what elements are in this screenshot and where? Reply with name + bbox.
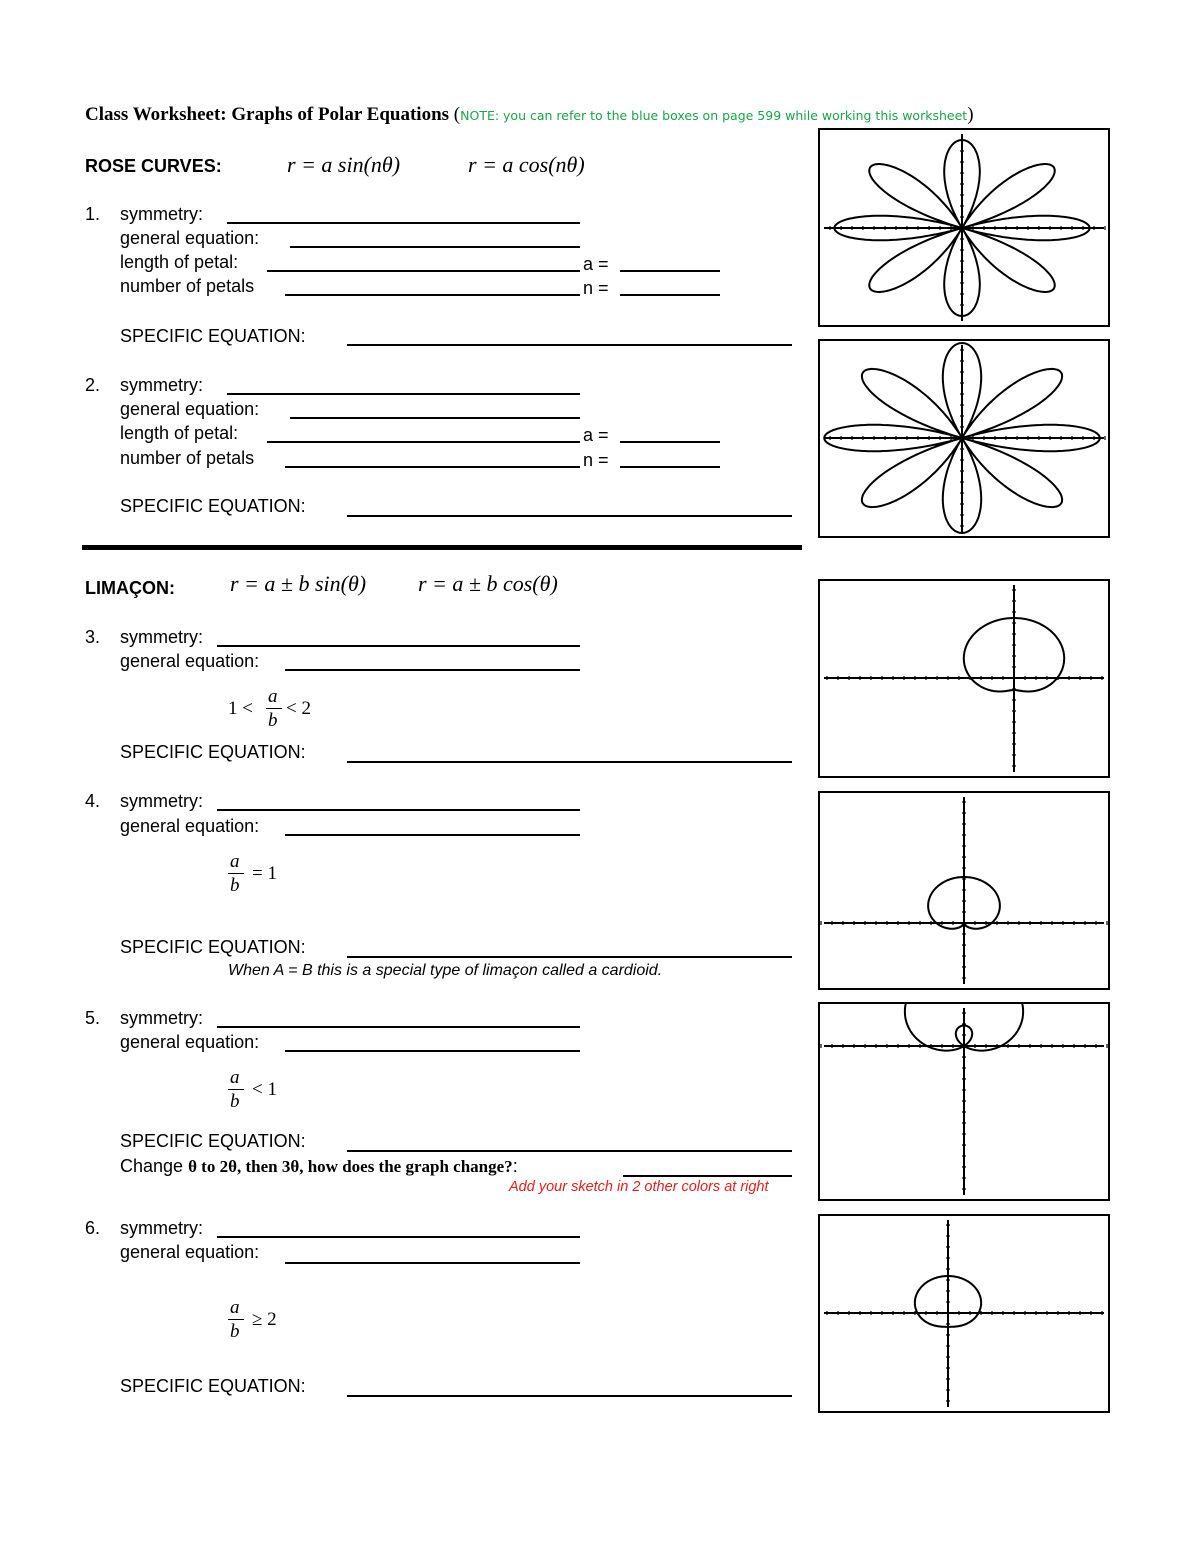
a-equals-label: a =: [583, 254, 609, 274]
change-theta-question: [120, 1156, 518, 1177]
general-equation-answer-line[interactable]: [285, 834, 580, 836]
a-equals-label: a =: [583, 425, 609, 445]
specific-equation-label: SPECIFIC EQUATION:: [120, 1131, 306, 1151]
fraction-bar: [228, 1319, 244, 1320]
fraction-denominator: b: [268, 710, 278, 731]
cardioid-note: When A = B this is a special type of limaçon called a cardioid.: [228, 962, 663, 979]
symmetry-label: symmetry:: [120, 204, 203, 224]
graph-cardioid-plot: [820, 793, 1108, 988]
fraction-bar: [228, 1089, 244, 1090]
n-answer-line[interactable]: [620, 294, 720, 296]
condition-3-fraction: [268, 686, 338, 736]
rose-formula-sin: [287, 152, 400, 178]
condition-3-left: 1 <: [228, 698, 253, 719]
condition-6-right: ≥ 2: [252, 1309, 277, 1330]
change-suffix: :: [512, 1156, 518, 1176]
general-equation-answer-line[interactable]: [285, 669, 580, 671]
symmetry-label: symmetry:: [120, 627, 203, 647]
graph-limacon-convex: [818, 1214, 1110, 1413]
rose-formula-sin-r: r: [287, 152, 296, 177]
graph-limacon-convex-plot: [820, 1216, 1108, 1411]
limacon-formula-sin: r = a ± b sin(θ): [230, 571, 367, 596]
symmetry-label: symmetry:: [120, 375, 203, 395]
rose-formula-cos-r: r: [468, 152, 477, 177]
graph-rose-8-petal-cos: [818, 339, 1110, 538]
symmetry-label: symmetry:: [120, 1008, 203, 1028]
symmetry-label: symmetry:: [120, 1218, 203, 1238]
number-of-petals-answer-line[interactable]: [285, 466, 580, 468]
symmetry-answer-line[interactable]: [217, 809, 580, 811]
fraction-numerator: a: [268, 686, 278, 707]
note-open-paren: (: [453, 104, 461, 125]
specific-equation-answer-line[interactable]: [347, 1150, 792, 1152]
length-of-petal-label: length of petal:: [120, 252, 239, 272]
worksheet-title: [85, 104, 974, 126]
general-equation-label: general equation:: [120, 816, 260, 836]
general-equation-answer-line[interactable]: [285, 1050, 580, 1052]
specific-equation-answer-line[interactable]: [347, 956, 792, 958]
graph-limacon-dimpled-plot: [820, 581, 1108, 776]
specific-equation-label: SPECIFIC EQUATION:: [120, 937, 306, 957]
symmetry-answer-line[interactable]: [217, 645, 580, 647]
problem-number-4: 4.: [85, 791, 101, 811]
number-of-petals-label: number of petals: [120, 448, 255, 468]
n-equals-label: n =: [583, 450, 609, 470]
condition-5-right: < 1: [252, 1079, 277, 1100]
general-equation-label: general equation:: [120, 399, 260, 419]
sketch-instruction: Add your sketch in 2 other colors at right: [509, 1179, 769, 1195]
fraction-denominator: b: [230, 1091, 240, 1112]
symmetry-answer-line[interactable]: [227, 393, 580, 395]
length-of-petal-answer-line[interactable]: [267, 441, 580, 443]
rose-formula-sin-rest: = a sin(nθ): [295, 152, 401, 177]
number-of-petals-answer-line[interactable]: [285, 294, 580, 296]
symmetry-label: symmetry:: [120, 791, 203, 811]
general-equation-answer-line[interactable]: [290, 417, 580, 419]
symmetry-answer-line[interactable]: [217, 1026, 580, 1028]
specific-equation-answer-line[interactable]: [347, 515, 792, 517]
rose-formula-cos-rest: = a cos(nθ): [476, 152, 585, 177]
graph-rose-8-petal-cos-plot: [820, 341, 1108, 536]
limacon-label: LIMAÇON:: [85, 578, 175, 598]
change-answer-line[interactable]: [623, 1175, 792, 1177]
symmetry-answer-line[interactable]: [217, 1236, 580, 1238]
general-equation-label: general equation:: [120, 651, 260, 671]
problem-number-1: 1.: [85, 204, 101, 224]
problem-number-5: 5.: [85, 1008, 101, 1028]
graph-rose-8-petal-sin-plot: [820, 130, 1108, 325]
condition-3-right: < 2: [286, 698, 311, 719]
fraction-numerator: a: [230, 851, 240, 872]
specific-equation-answer-line[interactable]: [347, 344, 792, 346]
problem-number-3: 3.: [85, 627, 101, 647]
page-note: NOTE: you can refer to the blue boxes on page 599 while working this worksheet: [460, 108, 968, 123]
general-equation-answer-line[interactable]: [285, 1262, 580, 1264]
fraction-numerator: a: [230, 1067, 240, 1088]
graph-limacon-inner-loop: [818, 1002, 1110, 1201]
number-of-petals-label: number of petals: [120, 276, 255, 296]
n-equals-label: n =: [583, 278, 609, 298]
length-of-petal-answer-line[interactable]: [267, 270, 580, 272]
specific-equation-label: SPECIFIC EQUATION:: [120, 742, 306, 762]
a-answer-line[interactable]: [620, 441, 720, 443]
n-answer-line[interactable]: [620, 466, 720, 468]
title-text: Class Worksheet: Graphs of Polar Equations: [85, 104, 450, 125]
general-equation-label: general equation:: [120, 1242, 260, 1262]
fraction-bar: [228, 873, 244, 874]
section-divider: [82, 545, 802, 550]
note-close-paren: ): [967, 104, 974, 125]
graph-rose-8-petal-sin: [818, 128, 1110, 327]
graph-cardioid: [818, 791, 1110, 990]
general-equation-label: general equation:: [120, 1032, 260, 1052]
limacon-formula-cos: r = a ± b cos(θ): [418, 571, 558, 596]
condition-4-right: = 1: [252, 863, 277, 884]
fraction-bar: [266, 708, 282, 709]
change-question-text: θ to 2θ, then 3θ, how does the graph change?: [188, 1157, 513, 1176]
fraction-denominator: b: [230, 875, 240, 896]
fraction-denominator: b: [230, 1321, 240, 1342]
general-equation-answer-line[interactable]: [290, 246, 580, 248]
condition-5-fraction: [230, 1067, 300, 1117]
rose-curves-label: ROSE CURVES:: [85, 156, 222, 176]
fraction-numerator: a: [230, 1297, 240, 1318]
symmetry-answer-line[interactable]: [227, 222, 580, 224]
length-of-petal-label: length of petal:: [120, 423, 239, 443]
a-answer-line[interactable]: [620, 270, 720, 272]
condition-6-fraction: [230, 1297, 300, 1347]
specific-equation-label: SPECIFIC EQUATION:: [120, 326, 306, 346]
general-equation-label: general equation:: [120, 228, 260, 248]
graph-limacon-inner-loop-plot: [820, 1004, 1108, 1199]
graph-limacon-dimpled: [818, 579, 1110, 778]
specific-equation-answer-line[interactable]: [347, 1395, 792, 1397]
specific-equation-label: SPECIFIC EQUATION:: [120, 1376, 306, 1396]
condition-4-fraction: [230, 851, 300, 901]
change-prefix: Change: [120, 1156, 189, 1176]
problem-number-2: 2.: [85, 375, 101, 395]
specific-equation-label: SPECIFIC EQUATION:: [120, 496, 306, 516]
specific-equation-answer-line[interactable]: [347, 761, 792, 763]
rose-formula-cos: [468, 152, 585, 178]
problem-number-6: 6.: [85, 1218, 101, 1238]
